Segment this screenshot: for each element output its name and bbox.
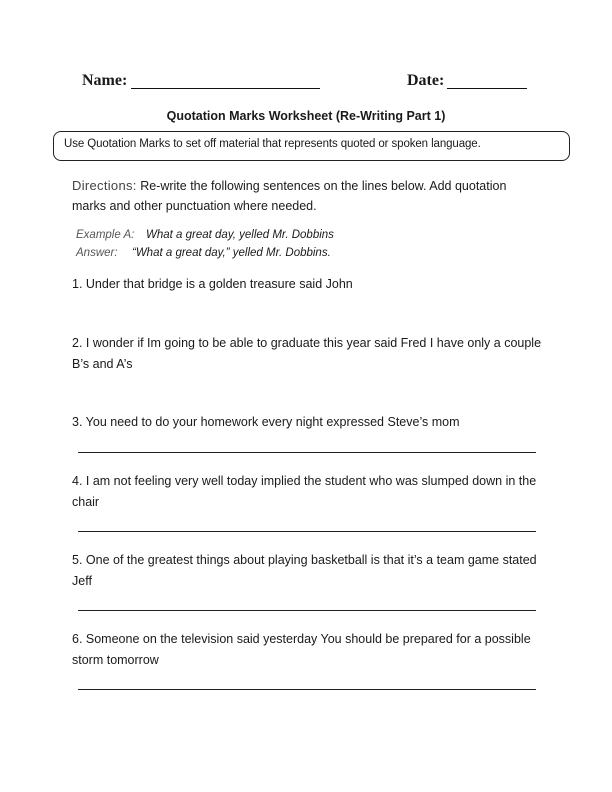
worksheet-title: Quotation Marks Worksheet (Re-Writing Part 1) xyxy=(166,109,446,123)
answer-tag: Answer: xyxy=(76,247,118,259)
question-4: 4. I am not feeling very well today implied the student who was slumped down in the chair xyxy=(72,474,537,509)
name-field[interactable] xyxy=(131,74,320,89)
directions-text: Re-write the following sentences on the lines below. Add quotation marks and other punctuation where needed. xyxy=(72,179,507,213)
question-5: 5. One of the greatest things about playing basketball is that it’s a team game stated Jeff xyxy=(72,553,537,588)
rule-text: Use Quotation Marks to set off material that represents quoted or spoken language. xyxy=(64,138,481,150)
directions xyxy=(72,176,542,216)
question-2: 2. I wonder if Im going to be able to graduate this year said Fred I have only a couple B’s and A’s xyxy=(72,336,542,371)
date-label: Date: xyxy=(407,72,445,89)
answer-line-6[interactable] xyxy=(78,689,536,690)
question-3: 3. You need to do your homework every night expressed Steve’s mom xyxy=(72,415,460,429)
answer-line-3[interactable] xyxy=(78,452,536,453)
example-line xyxy=(76,226,334,244)
question-1: 1. Under that bridge is a golden treasure said John xyxy=(72,277,353,291)
question-6: 6. Someone on the television said yesterday You should be prepared for a possible storm tomorrow xyxy=(72,632,531,667)
name-label: Name: xyxy=(82,72,128,89)
answer-line-4[interactable] xyxy=(78,531,536,532)
answer-line-5[interactable] xyxy=(78,610,536,611)
answer-text: “What a great day,” yelled Mr. Dobbins. xyxy=(132,247,331,259)
example-block xyxy=(76,226,334,262)
date-field[interactable] xyxy=(447,74,527,89)
example-tag: Example A: xyxy=(76,229,135,241)
example-text: What a great day, yelled Mr. Dobbins xyxy=(146,229,334,241)
directions-tag: Directions: xyxy=(72,178,137,193)
answer-line-example xyxy=(76,244,334,262)
rule-box xyxy=(53,131,570,161)
